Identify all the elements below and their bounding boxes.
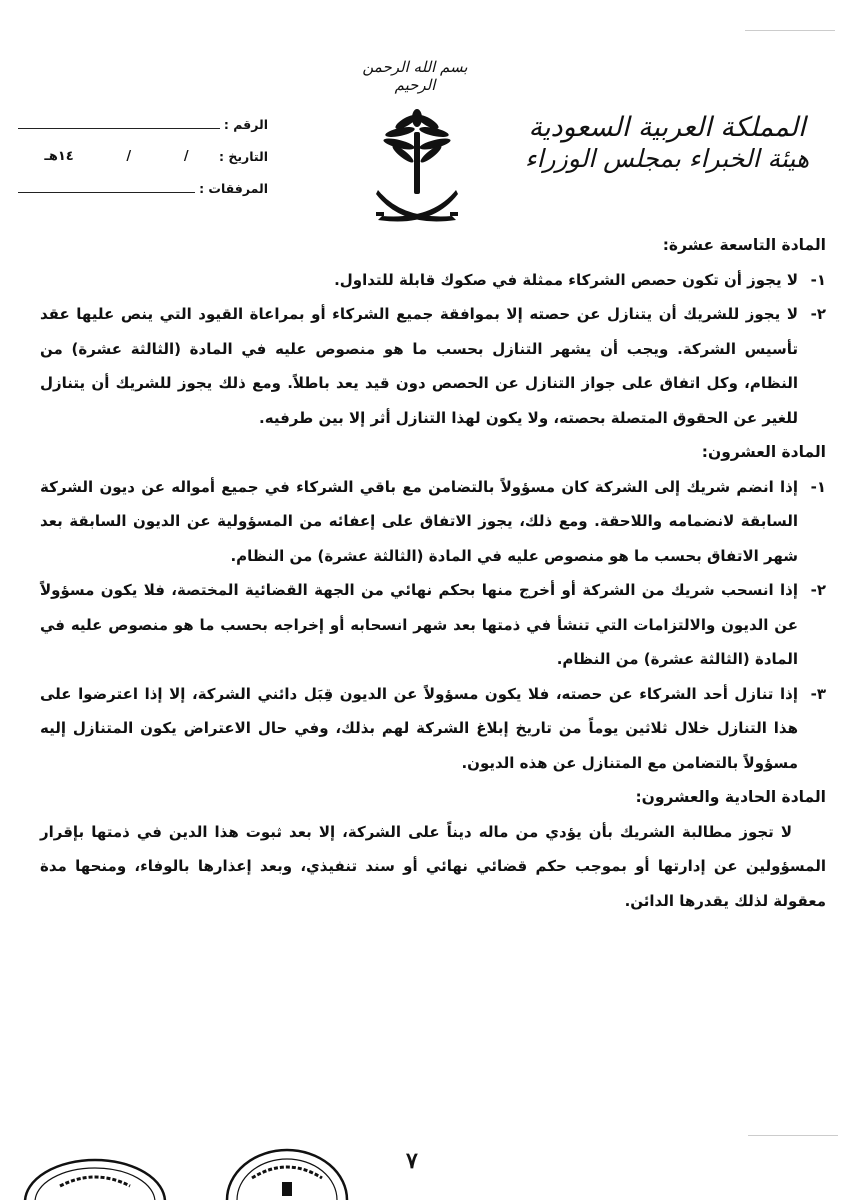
item-text: إذا انضم شريك إلى الشركة كان مسؤولاً بالتضامن مع باقي الشركاء في جميع أمواله عن ديون الشركة السابقة لانضمامه واللاحقة. ومع ذلك، يجوز الاتفاق على إعفائه من المسؤولية عن الديون السابقة بعد شهر الاتفاق بحسب ما هو منصوص عليه في المادة (الثالثة عشرة) من النظام. bbox=[40, 477, 798, 565]
palm-swords-emblem-icon bbox=[372, 102, 462, 230]
item-number: ٣- bbox=[810, 684, 826, 703]
attachments-row bbox=[18, 172, 268, 204]
list-item bbox=[40, 263, 826, 298]
article-heading: المادة التاسعة عشرة: bbox=[662, 236, 826, 254]
item-number: ١- bbox=[810, 270, 826, 289]
document-body bbox=[40, 228, 826, 918]
item-number: ١- bbox=[810, 477, 826, 496]
article-heading: المادة العشرون: bbox=[701, 443, 826, 461]
date-part: ١٤هـ bbox=[44, 148, 74, 164]
reference-block bbox=[18, 108, 268, 204]
reference-number-row bbox=[18, 108, 268, 140]
article-heading: المادة الحادية والعشرون: bbox=[635, 788, 826, 806]
item-number: ٢- bbox=[810, 581, 826, 599]
list-item bbox=[40, 297, 826, 435]
item-text: لا يجوز للشريك أن يتنازل عن حصته إلا بموافقة جميع الشركاء أو بمراعاة القيود التي ينص عليها عقد تأسيس الشركة. ويجب أن يشهر التنازل بحسب ما هو منصوص عليه في المادة (الثالثة عشرة) من النظام، وكل اتفاق على جواز التنازل عن الحصص دون قيد يعد باطلاً. ومع ذلك يجوز للشريك أن يتنازل للغير عن الحقوق المتصلة بحصته، ولا يكون لهذا التنازل أثر إلا بين طرفيه. bbox=[40, 305, 798, 427]
official-seal-icon bbox=[222, 1138, 352, 1200]
attachments-label: المرفقات : bbox=[199, 180, 268, 196]
list-item bbox=[40, 573, 826, 677]
item-text: إذا انسحب شريك من الشركة أو أخرج منها بحكم نهائي من الجهة القضائية المختصة، فلا يكون مسؤولاً عن الديون والالتزامات التي تنشأ في ذمتها بعد شهر انسحابه أو إخراجه بحسب ما هو منصوص عليه في المادة (الثالثة عشرة) من النظام. bbox=[40, 581, 798, 668]
item-number: ٢- bbox=[810, 305, 826, 323]
kingdom-name: المملكة العربية السعودية bbox=[528, 112, 806, 143]
date-field bbox=[18, 149, 215, 164]
date-part: / bbox=[126, 148, 132, 164]
date-row bbox=[18, 140, 268, 172]
date-label: التاريخ : bbox=[218, 148, 268, 164]
article-paragraph: لا تجوز مطالبة الشريك بأن يؤدي من ماله ديناً على الشركة، إلا بعد ثبوت هذا الدين في ذمتها بإقرار المسؤولين عن إدارتها أو بموجب حكم قضائي نهائي أو سند تنفيذي، وبعد إعذارها بالوفاء، ومنحها مدة معقولة لذلك يقدرها الدائن. bbox=[40, 822, 826, 910]
ref-label: الرقم : bbox=[223, 116, 268, 132]
divider bbox=[748, 1135, 838, 1136]
letterhead-title bbox=[512, 112, 822, 174]
basmala: بسم الله الرحمن الرحيم bbox=[362, 58, 468, 94]
list-item bbox=[40, 677, 826, 781]
attachments-line bbox=[18, 184, 195, 193]
official-seal-icon bbox=[20, 1138, 170, 1200]
authority-name: هيئة الخبراء بمجلس الوزراء bbox=[524, 144, 810, 174]
item-text: إذا تنازل أحد الشركاء عن حصته، فلا يكون مسؤولاً عن الديون قِبَل دائني الشركة، إلا إذا اعترضوا على هذا التنازل خلال ثلاثين يوماً من تاريخ إبلاغ الشركة لهم بذلك، وفي حال الاعتراض يكون المتنازل إليه مسؤولاً بالتضامن مع المتنازل عن هذه الديون. bbox=[40, 684, 798, 772]
list-item bbox=[40, 470, 826, 574]
ref-line bbox=[18, 120, 220, 129]
date-part: / bbox=[183, 148, 189, 164]
divider bbox=[745, 30, 835, 31]
item-text: لا يجوز أن تكون حصص الشركاء ممثلة في صكوك قابلة للتداول. bbox=[334, 270, 798, 289]
page-number: ٧ bbox=[406, 1148, 418, 1174]
